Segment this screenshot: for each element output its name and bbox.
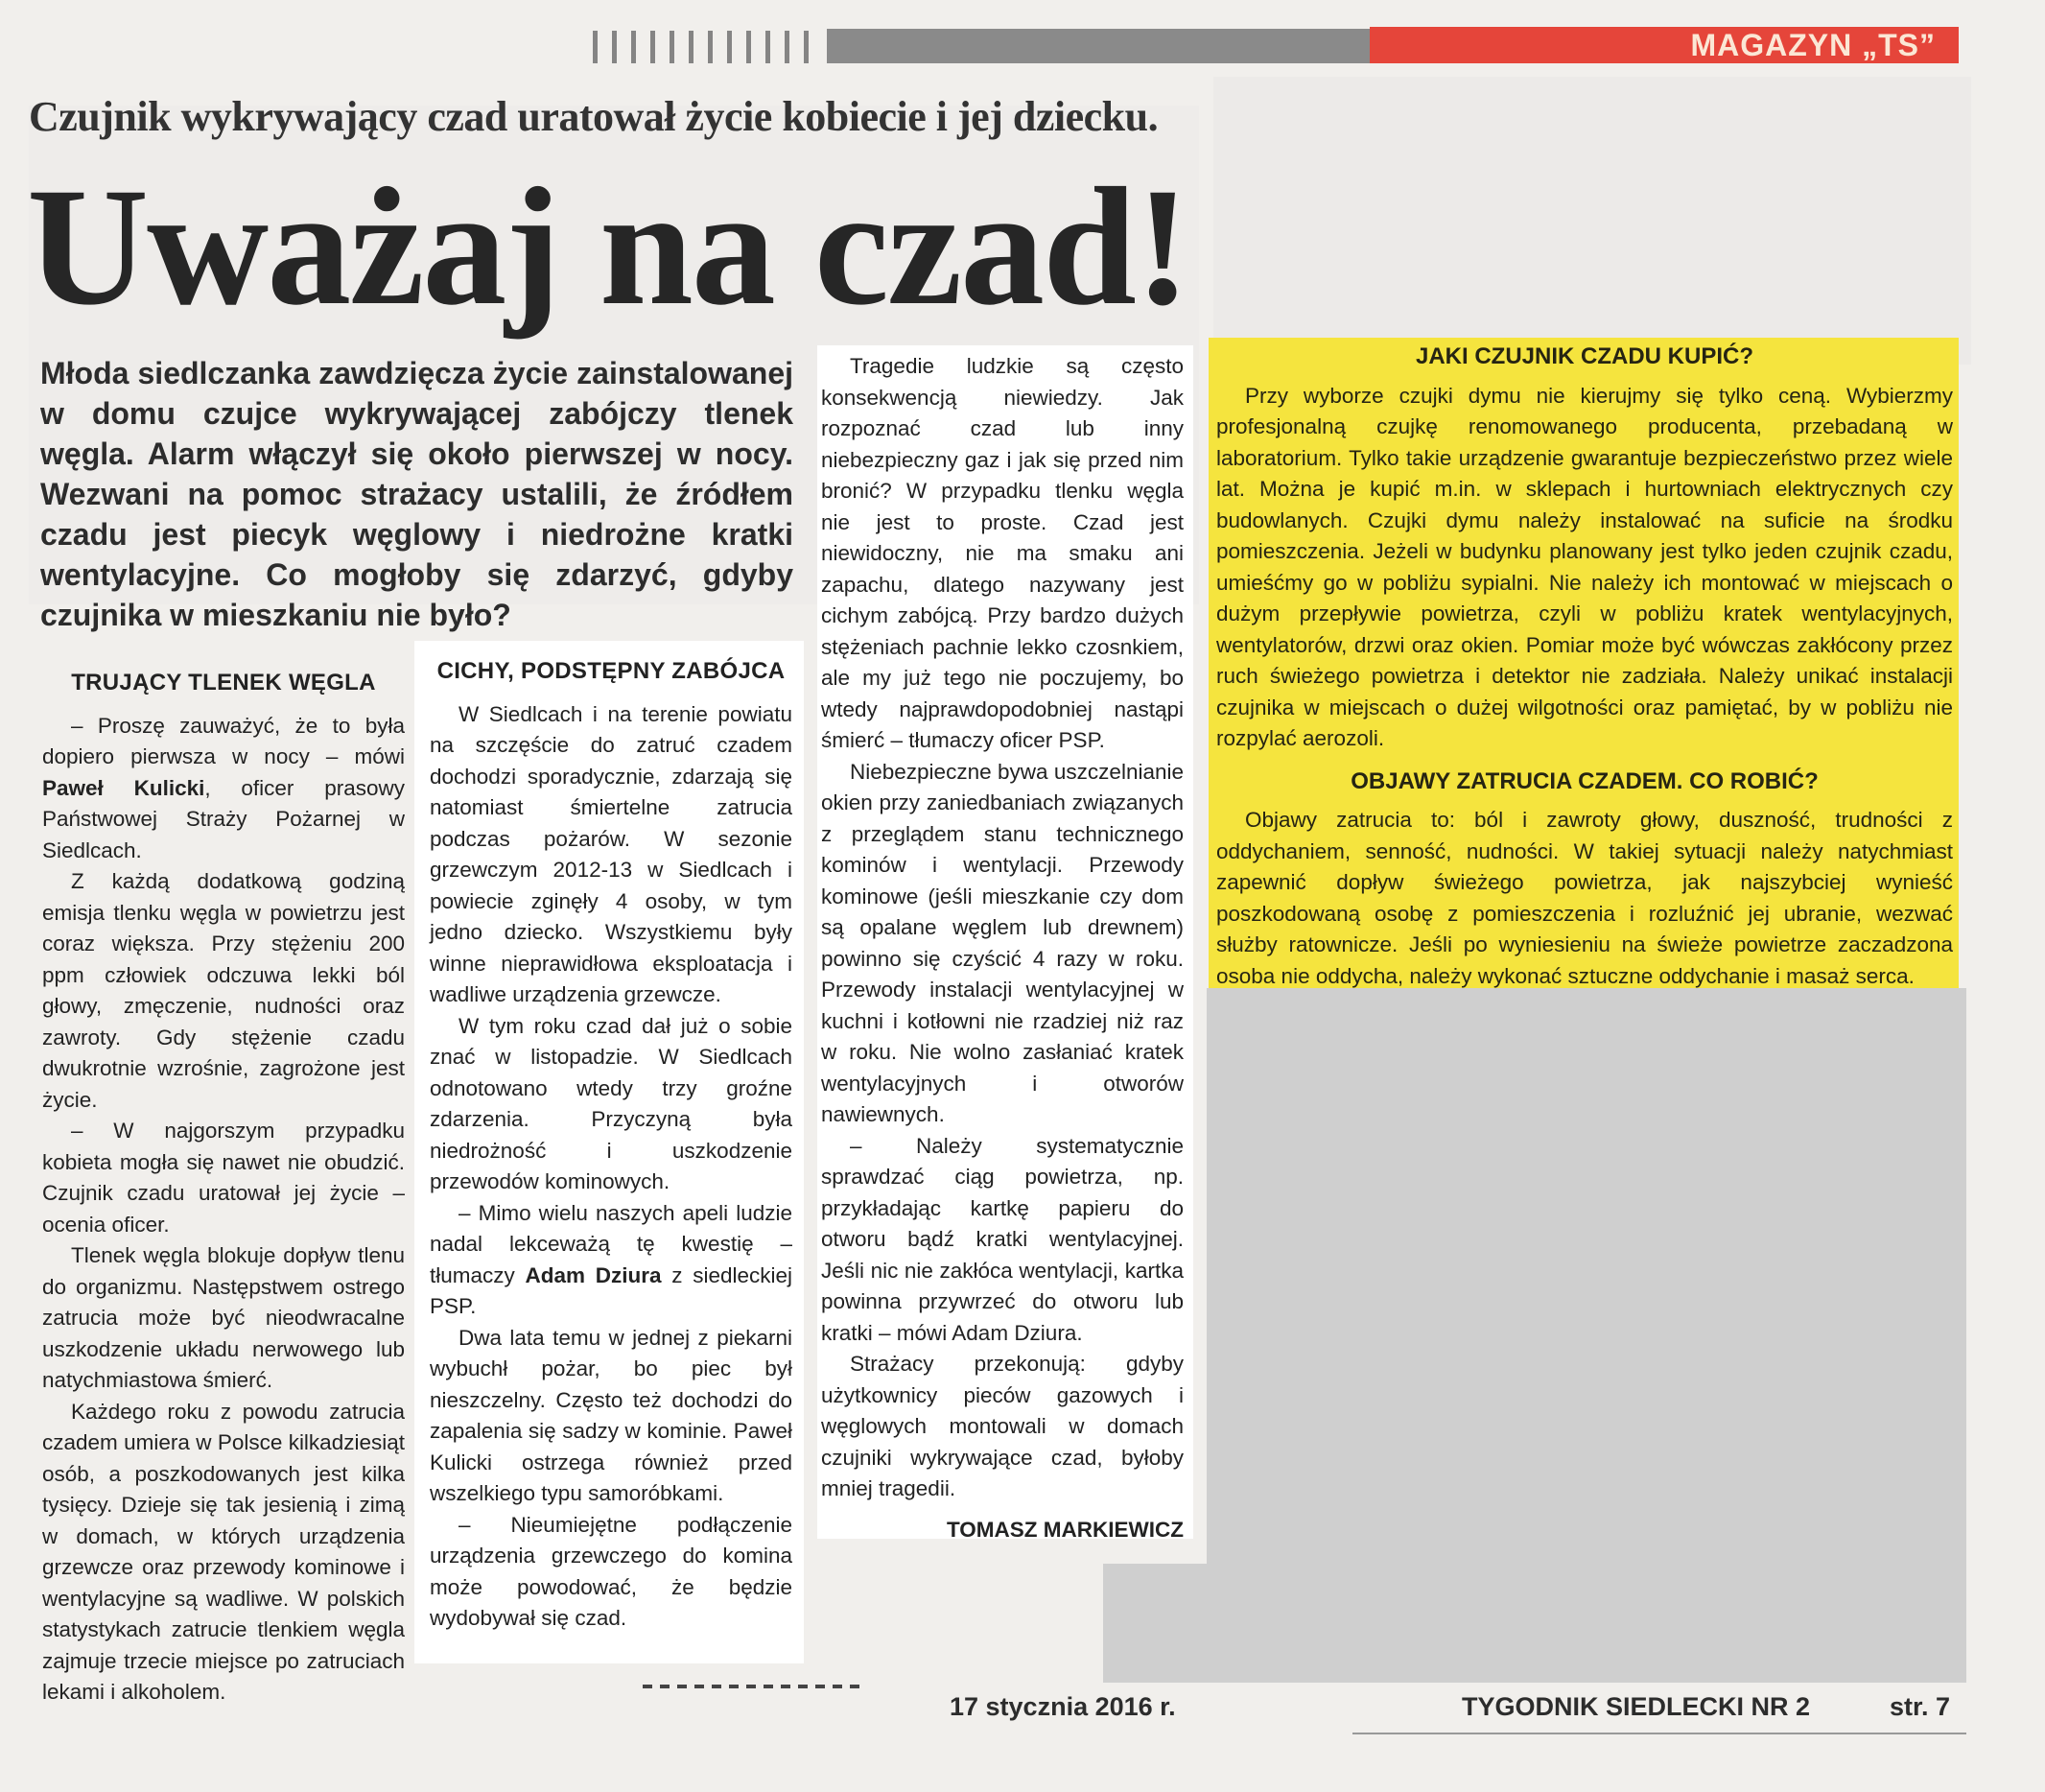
column-3-paragraph-4: Strażacy przekonują: gdyby użytkownicy pieców gazowych i węglowych montowali w domach czujniki wykrywające czad, byłoby mniej tragedii. [821, 1352, 1184, 1500]
text-run: z siedleckiej PSP. [430, 1262, 792, 1318]
column-2-paragraph-3 [430, 1198, 792, 1323]
footer-date: 17 stycznia 2016 r. [950, 1692, 1176, 1721]
section-label: MAGAZYN „TS” [1690, 28, 1936, 62]
sidebar-body-2: Objawy zatrucia to: ból i zawroty głowy, duszność, trudności z oddychaniem, senność, nudności. W takiej sytuacji należy natychmiast zapewnić dopływ świeżego powietrza, jak najszybciej wynieść poszkodowaną osobę z pomieszczenia i rozluźnić jej ubranie, wezwać służby ratownicze. Jeśli po wyniesieniu na świeże powietrze zaczadzona osoba nie oddycha, należy wykonać sztuczne oddychanie i masaż serca. [1216, 808, 1953, 988]
article-kicker: Czujnik wykrywający czad uratował życie kobiecie i jej dziecku. [29, 93, 1159, 140]
background-bleed-right [1213, 77, 1971, 365]
column-3-paragraph-2: Niebezpieczne bywa uszczelnianie okien przy zaniedbaniach związanych z przeglądem stanu technicznego kominów i wentylacji. Przewody kominowe (jeśli mieszkanie czy dom są opalane węglem lub drewnem) powinno się czyścić 4 razy w roku. Przewody instalacji wentylacyjnej w kuchni i kotłowni nie rzadziej niż raz w roku. Nie wolno zasłaniać kratek wentylacyjnych i otworów nawiewnych. [821, 759, 1184, 1126]
sidebar-subhead-2: OBJAWY ZATRUCIA CZADEM. CO ROBIĆ? [1351, 767, 1819, 794]
column-1-paragraph-2: Z każdą dodatkową godziną emisja tlenku węgla w powietrzu jest coraz większa. Przy stężeniu 200 ppm człowiek odczuwa lekki ból głowy, zmęczenie, nudności oraz zawroty. Gdy stężenie czadu dwukrotnie wzrośnie, zagrożone jest życie. [42, 869, 405, 1112]
article-column-3 [821, 351, 1184, 1545]
column-1-paragraph-4: Tlenek węgla blokuje dopływ tlenu do organizmu. Następstwem ostrego zatrucia może być nieodwracalne uszkodzenie układu nerwowego lub natychmiastowa śmierć. [42, 1243, 405, 1392]
column-2-paragraph-5: – Nieumiejętne podłączenie urządzenia grzewczego do komina może powodować, że będzie wydobywał się czad. [430, 1512, 792, 1630]
article-headline: Uważaj na czad! [27, 153, 1189, 341]
footer-rule [1352, 1733, 1966, 1734]
footer-dashes [643, 1685, 865, 1688]
column-3-paragraph-1: Tragedie ludzkie są często konsekwencją niewiedzy. Jak rozpoznać czad lub inny niebezpieczny gaz i jak się przed nim bronić? W przypadku tlenku węgla nie jest to proste. Czad jest niewidoczny, nie ma smaku ani zapachu, dlatego nazywany jest cichym zabójcą. Przy bardzo dużych stężeniach pachnie lekko czosnkiem, ale my już tego nie poczujemy, bo wtedy najprawdopodobniej nastąpi śmierć – tłumaczy oficer PSP. [821, 354, 1184, 752]
article-lead: Młoda siedlczanka zawdzięcza życie zainstalowanej w domu czujce wykrywającej zabójczy tlenek węgla. Alarm włączył się około pierwszej w nocy. Wezwani na pomoc strażacy ustalili, że źródłem czadu jest piecyk węglowy i niedrożne kratki wentylacyjne. Co mogłoby się zdarzyć, gdyby czujnika w mieszkaniu nie było? [40, 356, 793, 632]
column-2-subhead: CICHY, PODSTĘPNY ZABÓJCA [436, 658, 786, 684]
column-1-paragraph-3: – W najgorszym przypadku kobieta mogła się nawet nie obudzić. Czujnik czadu uratował jej życie – ocenia oficer. [42, 1119, 405, 1237]
text-run: – Mimo wielu naszych apeli ludzie nadal lekceważą tę kwestię – tłumaczy [430, 1200, 792, 1287]
blank-ad-block-corner [1103, 1564, 1209, 1683]
column-2-paragraph-1: W Siedlcach i na terenie powiatu na szczęście do zatruć czadem dochodzi sporadycznie, zdarzają się natomiast śmiertelne zatrucia podczas pożarów. W sezonie grzewczym 2012-13 w Siedlcach i powiecie zginęły 4 osoby, w tym jedno dziecko. Wszystkiemu były winne nieprawidłowa eksploatacja i wadliwe urządzenia grzewcze. [430, 701, 792, 1006]
column-3-paragraph-3: – Należy systematycznie sprawdzać ciąg powietrza, np. przykładając kartkę papieru do otworu bądź kratki wentylacyjnej. Jeśli nic nie zakłóca wentylacji, kartka powinna przywrzeć do otworu lub kratki – mówi Adam Dziura. [821, 1133, 1184, 1345]
column-1-paragraph-5: Każdego roku z powodu zatrucia czadem umiera w Polsce kilkadziesiąt osób, a poszkodowanych jest kilka tysięcy. Dzieje się tak jesienią i zimą w domach, w których urządzenia grzewcze oraz przewody kominowe i wentylacyjne są wadliwe. W polskich statystykach zatrucie tlenkiem węgla zajmuje trzecie miejsce po zatruciach lekami i alkoholem. [42, 1399, 405, 1704]
sidebar-subhead-1: JAKI CZUJNIK CZADU KUPIĆ? [1415, 343, 1753, 369]
text-run: – Proszę zauważyć, że to była dopiero pierwsza w nocy – mówi [42, 713, 405, 768]
footer-page-number: str. 7 [1890, 1692, 1951, 1721]
section-bar [1370, 27, 1959, 63]
text-run: , oficer prasowy Państwowej Straży Pożarnej w Siedlcach. [42, 775, 405, 862]
person-name: Adam Dziura [525, 1262, 662, 1287]
article-column-2 [430, 656, 792, 1635]
header-grey-bar [827, 29, 1370, 63]
article-author: TOMASZ MARKIEWICZ [946, 1517, 1184, 1542]
footer-publication: TYGODNIK SIEDLECKI NR 2 [1462, 1692, 1811, 1721]
header-tick-marks [593, 31, 823, 63]
article-column-1 [42, 668, 405, 1709]
column-1-subhead: TRUJĄCY TLENEK WĘGLA [71, 670, 376, 696]
blank-ad-block [1207, 988, 1966, 1683]
sidebar-body-1: Przy wyborze czujki dymu nie kierujmy się tylko ceną. Wybierzmy profesjonalną czujkę renomowanego producenta, przebadaną w laboratorium. Tylko takie urządzenie gwarantuje bezpieczeństwo przez wiele lat. Można je kupić m.in. w sklepach i hurtowniach elektrycznych czy budowlanych. Czujki dymu należy instalować na suficie na środku pomieszczenia. Jeżeli w budynku planowany jest tylko jeden czujnik czadu, umieśćmy go w pobliżu sypialni. Nie należy ich montować w miejscach o dużym przepływie powietrza, czyli w pobliżu kratek wentylacyjnych, wentylatorów, drzwi oraz okien. Pomiar może być wówczas zakłócony przez ruch świeżego powietrza i detektor nie zadziała. Należy unikać instalacji czujnika w miejscach o dużej wilgotności oraz pamiętać, by w pobliżu nie rozpylać aerozoli. [1216, 383, 1953, 750]
column-2-paragraph-2: W tym roku czad dał już o sobie znać w listopadzie. W Siedlcach odnotowano wtedy trzy groźne zdarzenia. Przyczyną była niedrożność i uszkodzenie przewodów kominowych. [430, 1013, 792, 1193]
column-2-paragraph-4: Dwa lata temu w jednej z piekarni wybuchł pożar, bo piec był nieszczelny. Często też dochodzi do zapalenia się sadzy w kominie. Paweł Kulicki ostrzega również przed wszelkiego typu samoróbkami. [430, 1325, 792, 1505]
sidebar-content [1216, 342, 1953, 992]
column-1-paragraph-1 [42, 711, 405, 867]
person-name: Paweł Kulicki [42, 775, 205, 800]
